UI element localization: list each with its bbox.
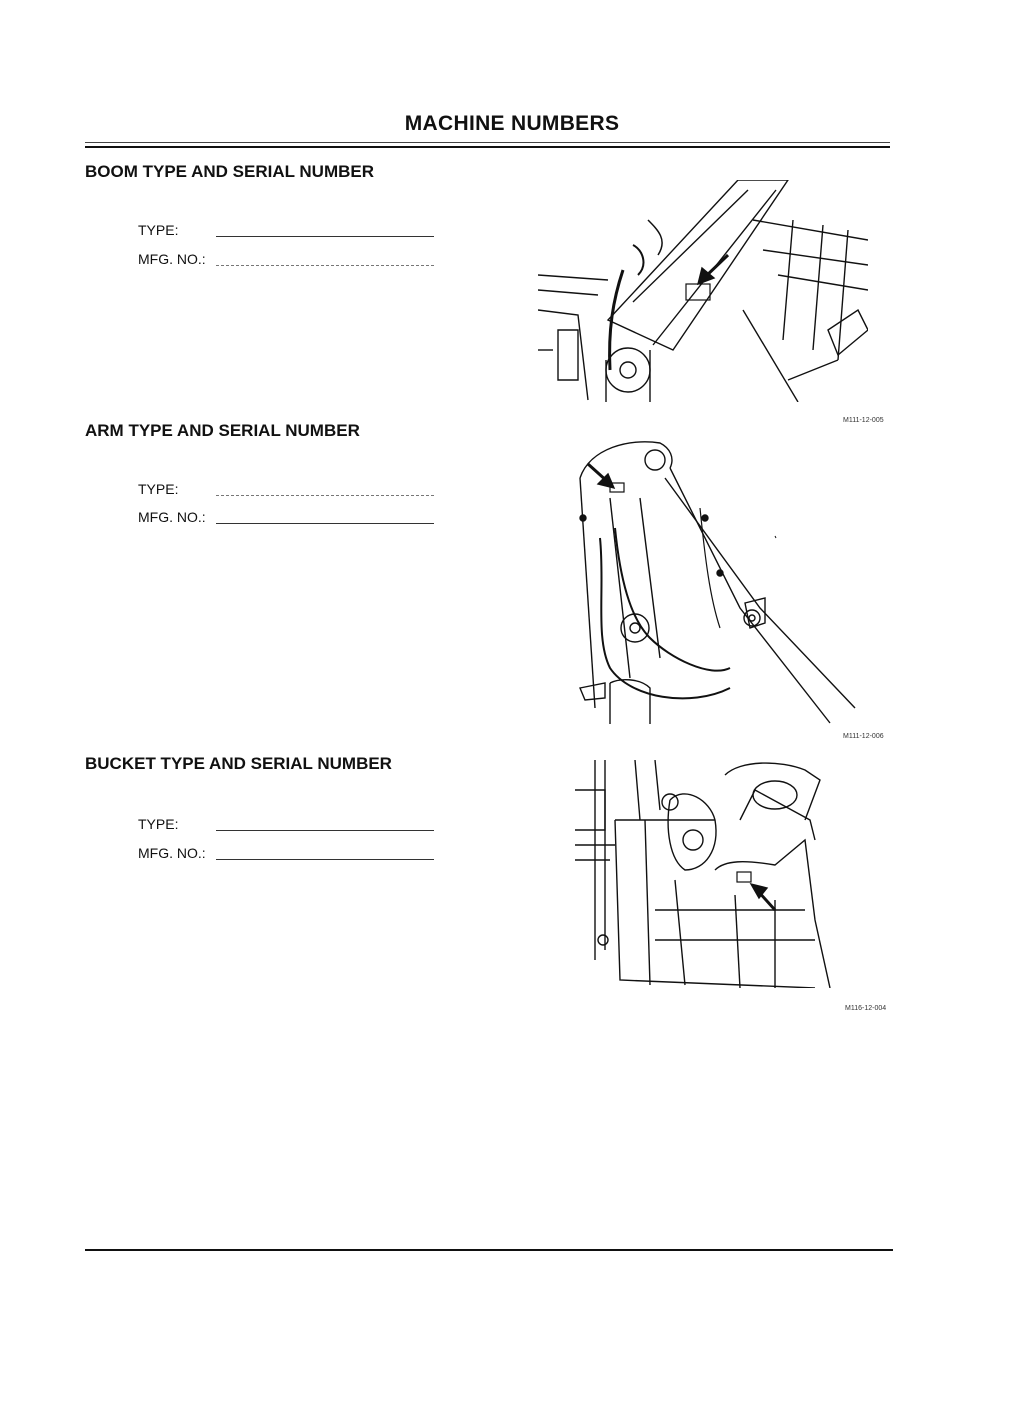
boom-section-heading: BOOM TYPE AND SERIAL NUMBER [85,162,375,181]
arm-type-label: TYPE: [138,481,179,497]
arm-section-heading: ARM TYPE AND SERIAL NUMBER [85,421,360,440]
boom-type-field[interactable] [138,221,178,239]
boom-mfg-field[interactable] [138,250,206,268]
boom-figure [538,180,868,402]
arm-mfg-field[interactable] [138,508,206,526]
bucket-figure [575,760,837,988]
bucket-mfg-label: MFG. NO.: [138,845,206,861]
boom-type-blank[interactable] [216,236,434,237]
arm-type-field[interactable] [138,480,178,498]
bucket-type-label: TYPE: [138,816,179,832]
header-rule-thin [85,142,890,143]
boom-nameplate-illustration-icon [538,180,868,402]
header-rule-thick [85,146,890,148]
arm-nameplate-illustration-icon [570,438,870,724]
bucket-type-blank[interactable] [216,830,434,831]
arm-mfg-blank[interactable] [216,523,434,524]
bucket-type-field[interactable] [138,815,178,833]
bucket-nameplate-illustration-icon [575,760,837,988]
boom-type-label: TYPE: [138,222,179,238]
footer-rule [85,1249,893,1251]
arm-mfg-label: MFG. NO.: [138,509,206,525]
arm-figure [570,438,870,724]
boom-figure-code: M111-12-005 [843,417,884,424]
bucket-section-heading: BUCKET TYPE AND SERIAL NUMBER [85,754,392,773]
arm-figure-code: M111-12-006 [843,733,884,740]
boom-mfg-label: MFG. NO.: [138,251,206,267]
arm-type-blank[interactable] [216,495,434,496]
bucket-mfg-blank[interactable] [216,859,434,860]
page-title: MACHINE NUMBERS [404,112,620,135]
bucket-mfg-field[interactable] [138,844,206,862]
boom-mfg-blank[interactable] [216,265,434,266]
bucket-figure-code: M116-12-004 [845,1005,887,1012]
